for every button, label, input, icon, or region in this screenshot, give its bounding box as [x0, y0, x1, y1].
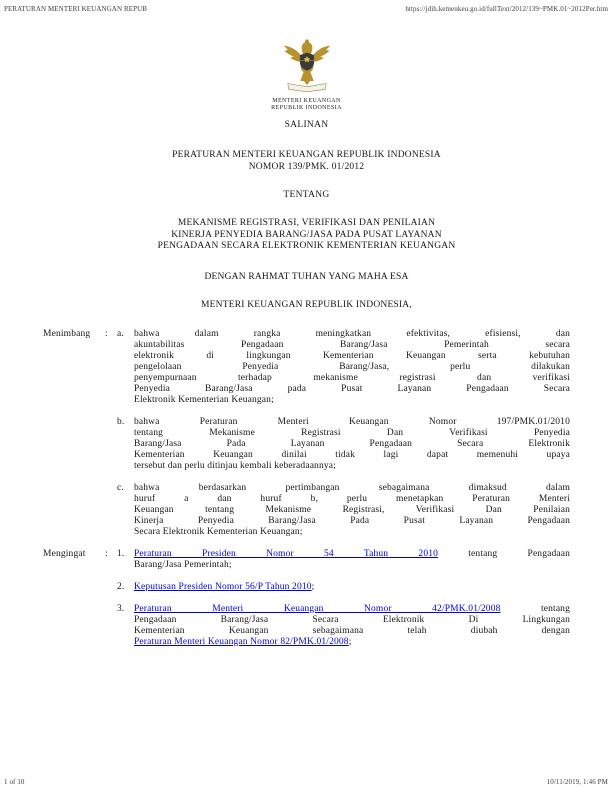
item-text [134, 417, 570, 472]
text-segment: Kinerja Penyedia Barang/Jasa Pada Pusat Layanan Pengadaan [134, 515, 570, 526]
colon: : [105, 548, 108, 559]
emblem-block [43, 36, 570, 112]
text-line [134, 395, 570, 406]
text-segment: tersebut dan perlu ditinjau kembali keberadaannya; [134, 460, 336, 471]
print-header-url: https://jdih.kemenkeu.go.id/fullText/2012/139~PMK.01~2012Per.htm [405, 5, 608, 13]
text-segment: ; [311, 581, 315, 592]
item-marker: b. [117, 416, 125, 427]
text-segment: tentang Mekanisme Registrasi Dan Verifikasi Penyedia [134, 427, 570, 438]
document-link[interactable]: Keputusan Presiden Nomor 56/P Tahun 2010 [134, 581, 312, 592]
text-segment: ; [348, 636, 352, 647]
text-segment: bahwa berdasarkan pertimbangan sebagaimana dimaksud dalam [134, 482, 570, 493]
text-line [134, 527, 570, 538]
item-text [134, 582, 570, 593]
text-line [134, 461, 570, 472]
text-segment: Kementerian Keuangan sebagaimana telah diubah dengan [134, 625, 570, 636]
ministry-country: REPUBLIK INDONESIA [271, 105, 342, 111]
text-segment: Secara Elektronik Kementerian Keuangan; [134, 526, 303, 537]
text-line [134, 373, 570, 384]
text-line [134, 351, 570, 362]
text-line [134, 626, 570, 637]
item-text [134, 329, 570, 406]
mengingat-item-1 [43, 549, 570, 571]
document-link[interactable]: Peraturan Presiden Nomor 54 Tahun 2010 [134, 548, 439, 559]
item-text [134, 604, 570, 648]
menimbang-item-b [43, 417, 570, 472]
text-line [134, 604, 570, 615]
text-segment: Kementerian Keuangan dinilai tidak lagi dapat memenuhi upaya [134, 449, 570, 460]
text-line [134, 428, 570, 439]
item-marker: 1. [117, 548, 125, 559]
document-title [43, 149, 570, 173]
text-line [134, 483, 570, 494]
item-text [134, 549, 570, 571]
text-line [134, 505, 570, 516]
item-marker: 3. [117, 603, 125, 614]
document-content [43, 36, 570, 648]
title-number: NOMOR 139/PMK. 01/2012 [248, 162, 365, 172]
text-segment: Keuangan tentang Mekanisme Registrasi, Verifikasi Dan Penilaian [134, 504, 570, 515]
text-line [134, 417, 570, 428]
ministry-name: MENTERI KEUANGAN [272, 98, 341, 104]
print-header [4, 5, 608, 13]
print-footer [4, 778, 608, 786]
tentang-label: TENTANG [283, 190, 330, 200]
ministry-caption [43, 98, 570, 112]
text-segment: huruf a dan huruf b, perlu menetapkan Peraturan Menteri [134, 493, 570, 504]
text-segment: Penyedia Barang/Jasa pada Pusat Layanan Pengadaan Secara [134, 383, 570, 394]
text-segment: penyempurnaan terhadap mekanisme registrasi dan verifikasi [134, 372, 570, 383]
subject-line: MEKANISME REGISTRASI, VERIFIKASI DAN PENILAIAN [177, 218, 436, 228]
text-line [134, 329, 570, 340]
text-segment: akuntabilitas Pengadaan Barang/Jasa Pemerintah secara [134, 339, 570, 350]
subject-line: PENGADAAN SECARA ELEKTRONIK KEMENTERIAN KEUANGAN [157, 241, 456, 251]
text-line [134, 450, 570, 461]
subject-line: KINERJA PENYEDIA BARANG/JASA PADA PUSAT LAYANAN [171, 229, 442, 240]
mengingat-item-2 [43, 582, 570, 593]
item-marker: c. [117, 482, 124, 493]
document-link[interactable]: Peraturan Menteri Keuangan Nomor 42/PMK.01/2008 [134, 603, 501, 614]
text-line [134, 362, 570, 373]
print-timestamp: 10/11/2019, 1:46 PM [546, 778, 608, 786]
item-marker: 2. [117, 581, 125, 592]
text-line [134, 516, 570, 527]
text-line [134, 549, 570, 560]
item-text [134, 483, 570, 538]
text-segment: Elektronik Kementerian Keuangan; [134, 394, 274, 405]
text-segment: bahwa Peraturan Menteri Keuangan Nomor 197/PMK.01/2010 [134, 416, 570, 427]
text-segment: pengelolaan Penyedia Barang/Jasa, perlu dilakukan [134, 361, 570, 372]
text-line [134, 615, 570, 626]
mengingat-label: Mengingat [43, 548, 86, 559]
text-line [134, 582, 570, 593]
document-link[interactable]: Peraturan Menteri Keuangan Nomor 82/PMK.01/2008 [134, 636, 349, 647]
authority-line: MENTERI KEUANGAN REPUBLIK INDONESIA, [201, 299, 412, 310]
menimbang-item-a [43, 329, 570, 406]
text-segment: Barang/Jasa Pada Layanan Pengadaan Secara Elektronik [134, 438, 570, 449]
item-marker: a. [117, 328, 124, 339]
print-header-title: PERATURAN MENTERI KEUANGAN REPUB [4, 5, 148, 13]
colon: : [105, 328, 108, 339]
salinan-label: SALINAN [284, 120, 329, 130]
text-line [134, 384, 570, 395]
text-line [134, 494, 570, 505]
menimbang-label: Menimbang [43, 328, 91, 339]
invocation-line: DENGAN RAHMAT TUHAN YANG MAHA ESA [204, 271, 409, 282]
text-line [134, 637, 570, 648]
text-segment: Barang/Jasa Pemerintah; [134, 559, 232, 570]
text-line [134, 340, 570, 351]
text-line [134, 560, 570, 571]
document-subject [43, 218, 570, 253]
text-segment: bahwa dalam rangka meningkatkan efektivitas, efisiensi, dan [134, 328, 570, 339]
text-line [134, 439, 570, 450]
text-segment: elektronik di lingkungan Kementerian Keuangan serta kebutuhan [134, 350, 570, 361]
page-number: 1 of 10 [4, 778, 25, 786]
text-segment: tentang Pengadaan [438, 548, 571, 559]
garuda-pancasila-icon [282, 36, 332, 96]
menimbang-item-c [43, 483, 570, 538]
text-segment: Pengadaan Barang/Jasa Secara Elektronik Di Lingkungan [134, 614, 570, 625]
title-line: PERATURAN MENTERI KEUANGAN REPUBLIK INDONESIA [172, 150, 441, 160]
text-segment: tentang [500, 603, 570, 614]
mengingat-item-3 [43, 604, 570, 648]
